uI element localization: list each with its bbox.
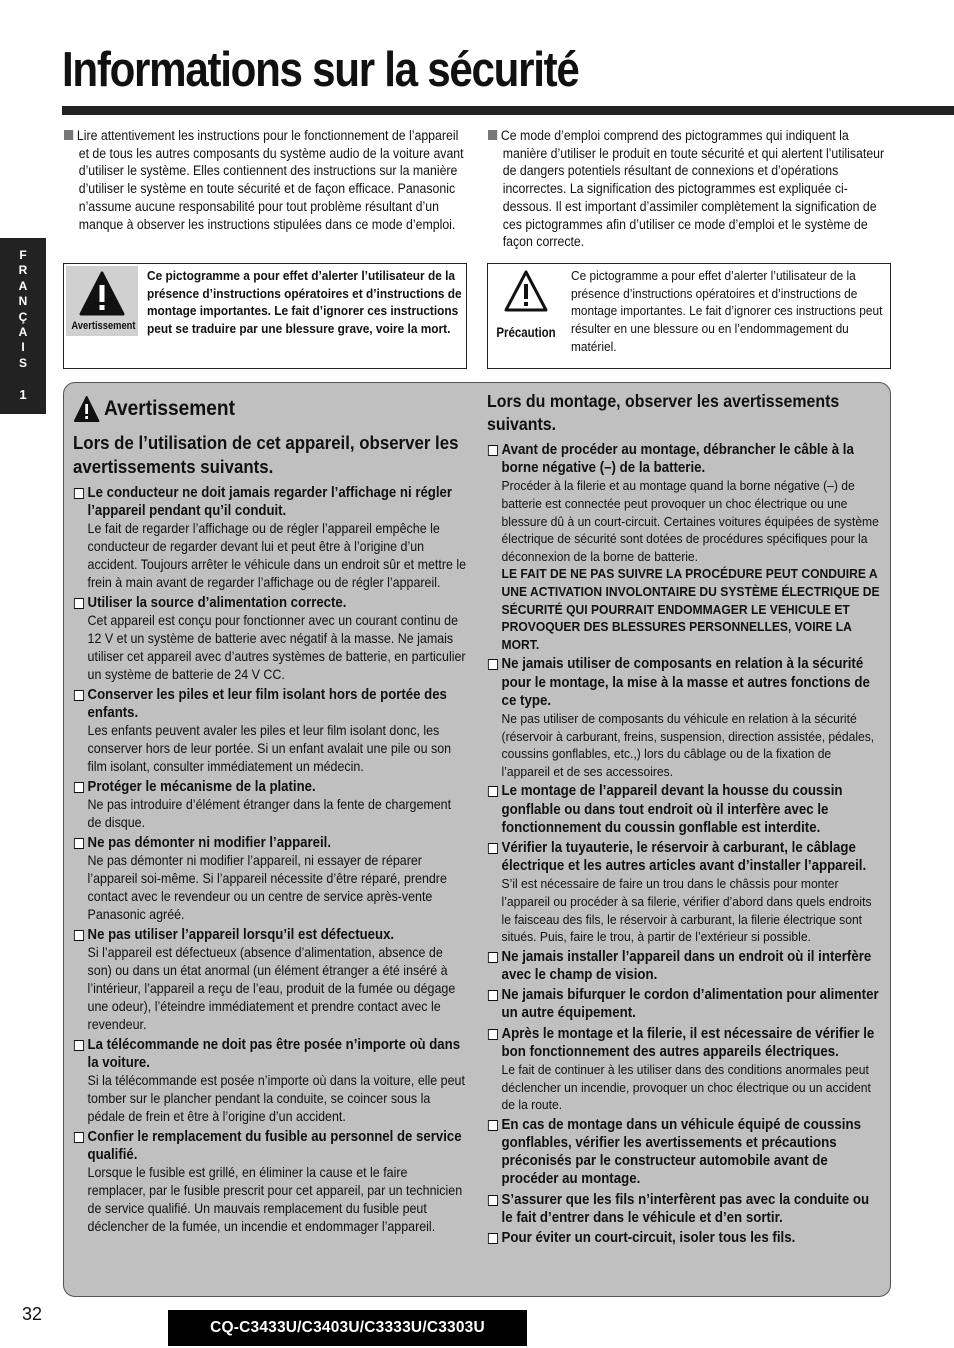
- warning-item-title: Conserver les piles et leur film isolant hors de portée des enfants.: [73, 686, 468, 722]
- warning-item: [73, 484, 468, 592]
- warnings-heading-text: Avertissement: [103, 397, 235, 420]
- caution-pictogram-box: [487, 263, 891, 369]
- warning-item-body: Les enfants peuvent avaler les piles et leur film isolant donc, les conserver hors de leur portée. Si un enfant avalait une pile ou son film isolant, consulter immédiatement un médecin.: [87, 723, 452, 775]
- warning-pictogram-label: Avertissement: [71, 320, 136, 332]
- warning-item: [73, 778, 468, 832]
- warning-item: [487, 1191, 882, 1227]
- warning-item-title: Vérifier la tuyauterie, le réservoir à carburant, le câblage électrique et les autres articles avant d’installer l’appareil.: [487, 839, 882, 875]
- intro-right-text: Ce mode d’emploi comprend des pictogrammes qui indiquent la manière d’utiliser le produit en toute sécurité et qui alertent l’utilisateur de dangers potentiels résultant de connexions et d’opérations incorrectes. La signification des pictogrammes est expliquée ci-dessous. Il est important d’assimiler complètement la signification de ces pictogrammes afin d’utiliser ce mode d’emploi et le système de façon correcte.: [500, 128, 885, 250]
- warning-pictogram-text: Ce pictogramme a pour effet d’alerter l’utilisateur de la présence d’instructions opératoires et d’instructions de montage importantes. Le fait d’ignorer ces instructions peut se traduire par une blessure grave, voire la mort.: [147, 268, 462, 337]
- intro-left: [64, 127, 467, 233]
- warnings-right-column: [487, 390, 882, 1249]
- warning-item-body: Si l’appareil est défectueux (absence d’alimentation, absence de son) ou dans un état anormal (un élément étranger a été inséré à l’intérieur, l’appareil a reçu de l’eau, produit de la fumée ou dégage une odeur), l’éteindre immédiatement et prendre contact avec le revendeur.: [87, 945, 456, 1032]
- warning-item-body: Ne pas introduire d’élément étranger dans la fente de chargement de disque.: [87, 797, 452, 831]
- warning-item: [487, 782, 882, 837]
- bullet-square-icon: [488, 130, 497, 140]
- warning-item-title: Ne jamais bifurquer le cordon d’alimentation pour alimenter un autre équipement.: [487, 986, 882, 1022]
- caution-pictogram-label: Précaution: [496, 325, 556, 340]
- warning-item: [73, 594, 468, 684]
- warning-item: [487, 1116, 882, 1189]
- warning-triangle-icon: [73, 395, 100, 423]
- caution-triangle-icon: [490, 268, 562, 320]
- warning-item-body: S’il est nécessaire de faire un trou dans le châssis pour monter l’appareil ou procéder à sa filerie, vérifier d’abord dans quels endroits le faisceau des fils, le réservoir à carburant, la filerie électrique sont situés. Puis, faire le trou, à partir de l’extérieur si possible.: [501, 876, 872, 945]
- warning-item-title: En cas de montage dans un véhicule équipé de coussins gonflables, vérifier les avertissements et précautions préconisés par le constructeur automobile avant de procéder au montage.: [487, 1116, 882, 1189]
- warning-item-body: Ne pas utiliser de composants du véhicule en relation à la sécurité (réservoir à carburant, freins, suspension, direction assistée, pédales, coussins gonflables, etc.,) lors du câblage ou de la fixation de l’appareil et de ses accessoires.: [501, 710, 875, 779]
- operation-subheading: Lors de l’utilisation de cet appareil, observer les avertissements suivants.: [73, 432, 459, 477]
- warning-item: [487, 948, 882, 984]
- warning-item: [73, 686, 468, 776]
- warning-item-title: S’assurer que les fils n’interfèrent pas avec la conduite ou le fait d’entrer dans le véhicule et d’en sortir.: [487, 1191, 882, 1227]
- warning-item: [73, 834, 468, 924]
- warning-item-body: Cet appareil est conçu pour fonctionner avec un courant continu de 12 V et un système de batterie avec négatif à la masse. Ne jamais utiliser cet appareil avec d’autres systèmes de batterie, en particulier un système de batterie de 24 V CC.: [87, 613, 466, 682]
- bullet-square-icon: [64, 130, 73, 140]
- warning-item-title: Ne pas démonter ni modifier l’appareil.: [73, 834, 468, 852]
- warning-item-title: Le montage de l’appareil devant la housse du coussin gonflable ou dans tout endroit où il interfère avec le fonctionnement du coussin gonflable est interdite.: [487, 782, 882, 837]
- warning-item-title: Le conducteur ne doit jamais regarder l’affichage ni régler l’appareil pendant qu’il conduit.: [73, 484, 468, 520]
- page-title: Informations sur la sécurité: [62, 43, 579, 97]
- caution-pictogram-text: Ce pictogramme a pour effet d’alerter l’utilisateur de la présence d’instructions opératoires et d’instructions de montage importantes. Le fait d’ignorer ces instructions peut résulter en une blessure ou en l’endommagement du matériel.: [571, 268, 883, 354]
- warning-item-title: La télécommande ne doit pas être posée n’importe où dans la voiture.: [73, 1036, 468, 1072]
- warning-item-title: Ne jamais installer l’appareil dans un endroit où il interfère avec le champ de vision.: [487, 948, 882, 984]
- warning-item-title: Confier le remplacement du fusible au personnel de service qualifié.: [73, 1128, 468, 1164]
- warning-item-title: Utiliser la source d’alimentation correcte.: [73, 594, 468, 612]
- warning-item-body: Le fait de continuer à les utiliser dans des conditions anormales peut déclencher un incendie, provoquer un choc électrique ou un accident de la route.: [501, 1061, 871, 1113]
- intro-right: [488, 127, 891, 251]
- installation-subheading: Lors du montage, observer les avertissements suivants.: [487, 391, 840, 434]
- warning-triangle-icon: [66, 270, 138, 322]
- warning-pictogram: [66, 266, 138, 336]
- warning-item-title: Avant de procéder au montage, débrancher le câble à la borne négative (–) de la batterie.: [487, 441, 882, 477]
- warning-item-body: Si la télécommande est posée n’importe où dans la voiture, elle peut tomber sur le plancher pendant la conduite, se coincer sous la pédale de frein et être à l’origine d’un accident.: [87, 1072, 465, 1124]
- warning-pictogram-box: [63, 263, 467, 369]
- warning-item: [487, 441, 882, 653]
- warning-item-body: Procéder à la filerie et au montage quand la borne négative (–) de batterie est connectée peut provoquer un choc électrique ou une blessure dû à un court-circuit. Certaines voitures équipées de système électrique de sécurité sont dotées de procédures spécifiques pour la déconnexion de la borne de batterie.: [501, 478, 879, 564]
- operation-warnings-list: [73, 484, 468, 1236]
- language-tab: [0, 238, 46, 414]
- warning-item-title: Ne pas utiliser l’appareil lorsqu’il est défectueux.: [73, 926, 468, 944]
- warning-item: [487, 1229, 882, 1247]
- warning-item: [73, 926, 468, 1034]
- warning-item-title: Protéger le mécanisme de la platine.: [73, 778, 468, 796]
- language-tab-letters: F R A N Ç A I S: [18, 248, 28, 370]
- warning-item-title: Ne jamais utiliser de composants en relation à la sécurité pour le montage, la mise à la masse et autres fonctions de ce type.: [487, 655, 882, 710]
- warning-item-caps: LE FAIT DE NE PAS SUIVRE LA PROCÉDURE PEUT CONDUIRE A UNE ACTIVATION INVOLONTAIRE DU SYSTÈME ÉLECTRIQUE DE SÉCURITÉ QUI POURRAIT ENDOMMAGER LE VEHICULE ET PROVOQUER DES BLESSURES PERSONNELLES, VOIRE LA MORT.: [501, 566, 880, 652]
- warning-item-title: Pour éviter un court-circuit, isoler tous les fils.: [487, 1229, 882, 1247]
- page-number: 32: [22, 1304, 43, 1324]
- model-number: CQ-C3433U/C3403U/C3333U/C3303U: [168, 1310, 527, 1346]
- title-rule: [62, 106, 954, 115]
- warning-item: [487, 1025, 882, 1114]
- warning-item-body: Ne pas démonter ni modifier l’appareil, ni essayer de réparer l’appareil soi-même. Si l’appareil nécessite d’être réparé, prendre contact avec le revendeur ou un centre de service après-vente Panasonic agréé.: [87, 853, 447, 922]
- caution-pictogram: [490, 266, 562, 340]
- warning-item: [487, 655, 882, 780]
- warning-item: [73, 1036, 468, 1126]
- warnings-left-column: [73, 393, 468, 1238]
- warning-item: [73, 1128, 468, 1236]
- warnings-heading: [73, 393, 468, 425]
- warning-item-body: Lorsque le fusible est grillé, en éliminer la cause et le faire remplacer, par le fusible prescrit pour cet appareil, par un technicien de service qualifié. Un mauvais remplacement du fusible peut déclencher de la fumée, un incendie et endommager l’appareil.: [87, 1165, 463, 1234]
- warning-item-body: Le fait de regarder l’affichage ou de régler l’appareil empêche le conducteur de regarder devant lui et peut être à l’origine d’un accident. Toujours arrêter le véhicule dans un endroit sûr et mettre le frein à main avant de regarder l’affichage ou de régler l’appareil.: [87, 521, 467, 591]
- warning-item: [487, 986, 882, 1022]
- language-tab-number: 1: [19, 387, 27, 402]
- warning-item: [487, 839, 882, 946]
- installation-warnings-list: [487, 441, 882, 1247]
- intro-left-text: Lire attentivement les instructions pour le fonctionnement de l’appareil et de tous les autres composants du système audio de la voiture avant d’utiliser le système. Elles contiennent des instructions sur la manière d’utiliser le système en toute sécurité et de façon efficace. Panasonic n’assume aucune responsabilité pour tout problème résultant d’un manque à observer les instructions stipulées dans ce mode d’emploi.: [76, 128, 464, 232]
- warning-item-title: Après le montage et la filerie, il est nécessaire de vérifier le bon fonctionnement des autres appareils électriques.: [487, 1025, 882, 1061]
